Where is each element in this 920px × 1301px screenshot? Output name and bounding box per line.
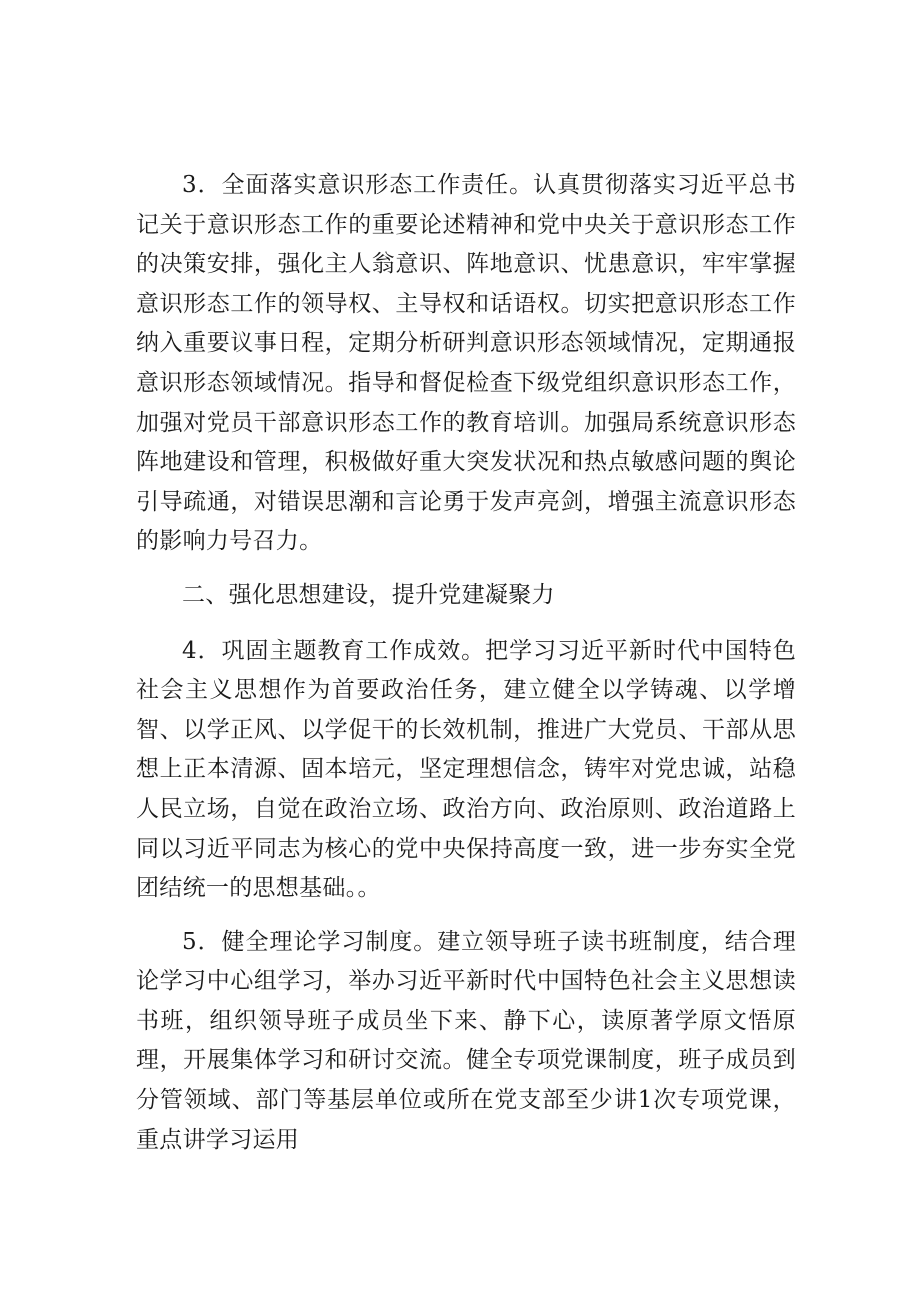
- paragraph-theme-education: 4．巩固主题教育工作成效。把学习习近平新时代中国特色社会主义思想作为首要政治任务，建立健全以学铸魂、以学增智、以学正风、以学促干的长效机制，推进广大党员、干部从思想上正本清源、固本培元，坚定理想信念，铸牢对党忠诚，站稳人民立场，自觉在政治立场、政治方向、政治原则、政治道路上同以习近平同志为核心的党中央保持高度一致，进一步夯实全党团结统一的思想基础。。: [136, 637, 796, 902]
- paragraph-ideology-responsibility: 3．全面落实意识形态工作责任。认真贯彻落实习近平总书记关于意识形态工作的重要论述精神和党中央关于意识形态工作的决策安排，强化主人翁意识、阵地意识、忧患意识，牢牢掌握意识形态工作的领导权、主导权和话语权。切实把意识形态工作纳入重要议事日程，定期分析研判意识形态领域情况，定期通报意识形态领域情况。指导和督促检查下级党组织意识形态工作，加强对党员干部意识形态工作的教育培训。加强局系统意识形态阵地建设和管理，积极做好重大突发状况和热点敏感问题的舆论引导疏通，对错误思潮和言论勇于发声亮剑，增强主流意识形态的影响力号召力。: [136, 172, 796, 555]
- section-heading-ideological-building: 二、强化思想建设，提升党建凝聚力: [182, 581, 555, 608]
- document-body: [136, 166, 796, 1174]
- paragraph-theory-study-system: 5．健全理论学习制度。建立领导班子读书班制度，结合理论学习中心组学习，举办习近平新时代中国特色社会主义思想读书班，组织领导班子成员坐下来、静下心，读原著学原文悟原理，开展集体学习和研讨交流。健全专项党课制度，班子成员到分管领域、部门等基层单位或所在党支部至少讲1次专项党课，重点讲学习运用: [136, 928, 796, 1153]
